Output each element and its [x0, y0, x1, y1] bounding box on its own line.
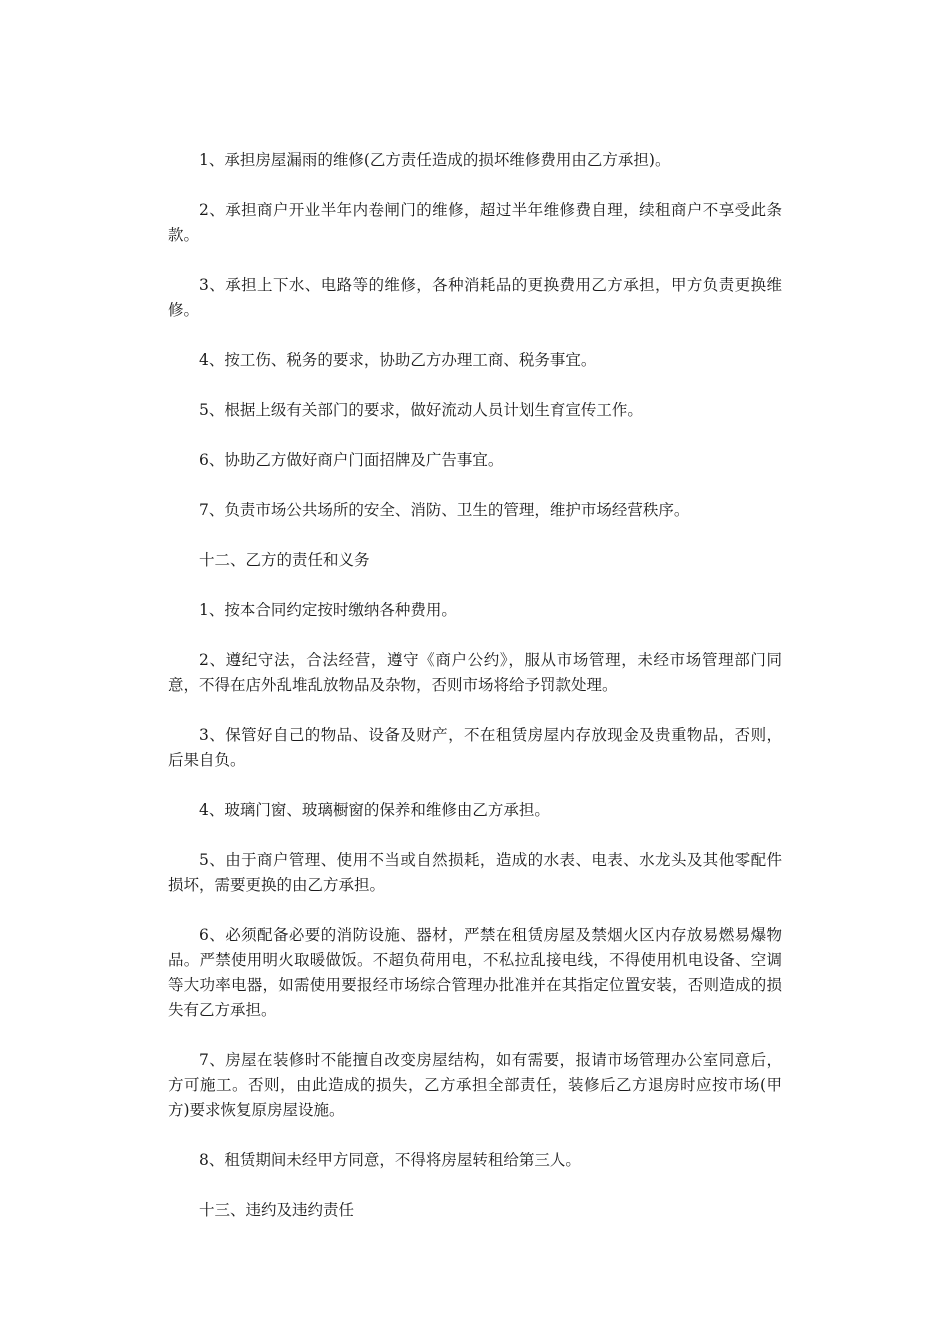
clause-8-sublease: 8、租赁期间未经甲方同意，不得将房屋转租给第三人。 — [199, 1151, 581, 1169]
section-heading-12: 十二、乙方的责任和义务 — [199, 551, 370, 569]
clause-5-family-planning: 5、根据上级有关部门的要求，做好流动人员计划生育宣传工作。 — [199, 401, 643, 419]
document-body — [168, 148, 782, 1248]
clause-2-shutter-door: 2、承担商户开业半年内卷闸门的维修，超过半年维修费自理，续租商户不享受此条款。 — [168, 201, 782, 244]
clause-2-compliance: 2、遵纪守法，合法经营，遵守《商户公约》，服从市场管理，未经市场管理部门同意，不得在店外乱堆乱放物品及杂物，否则市场将给予罚款处理。 — [168, 651, 782, 694]
clause-3-plumbing-electric: 3、承担上下水、电路等的维修，各种消耗品的更换费用乙方承担，甲方负责更换维修。 — [168, 276, 782, 319]
clause-6-fire-safety: 6、必须配备必要的消防设施、器材，严禁在租赁房屋及禁烟火区内存放易燃易爆物品。严禁使用明火取暖做饭。不超负荷用电，不私拉乱接电线，不得使用机电设备、空调等大功率电器，如需使用要报经市场综合管理办批准并在其指定位置安装，否则造成的损失有乙方承担。 — [168, 926, 782, 1019]
clause-3-property: 3、保管好自己的物品、设备及财产，不在租赁房屋内存放现金及贵重物品，否则，后果自负。 — [168, 726, 782, 769]
clause-4-business-tax: 4、按工伤、税务的要求，协助乙方办理工商、税务事宜。 — [199, 351, 597, 369]
clause-7-renovation: 7、房屋在装修时不能擅自改变房屋结构，如有需要，报请市场管理办公室同意后，方可施工。否则，由此造成的损失，乙方承担全部责任，装修后乙方退房时应按市场(甲方)要求恢复原房屋设施。 — [168, 1051, 782, 1119]
clause-1-fees: 1、按本合同约定按时缴纳各种费用。 — [199, 601, 457, 619]
clause-4-glass: 4、玻璃门窗、玻璃橱窗的保养和维修由乙方承担。 — [199, 801, 550, 819]
clause-6-signage: 6、协助乙方做好商户门面招牌及广告事宜。 — [199, 451, 504, 469]
clause-1-roof-leak: 1、承担房屋漏雨的维修(乙方责任造成的损坏维修费用由乙方承担)。 — [199, 151, 671, 169]
clause-7-public-safety: 7、负责市场公共场所的安全、消防、卫生的管理，维护市场经营秩序。 — [199, 501, 690, 519]
clause-5-meters: 5、由于商户管理、使用不当或自然损耗，造成的水表、电表、水龙头及其他零配件损坏，需要更换的由乙方承担。 — [168, 851, 782, 894]
section-heading-13: 十三、违约及违约责任 — [199, 1201, 355, 1219]
